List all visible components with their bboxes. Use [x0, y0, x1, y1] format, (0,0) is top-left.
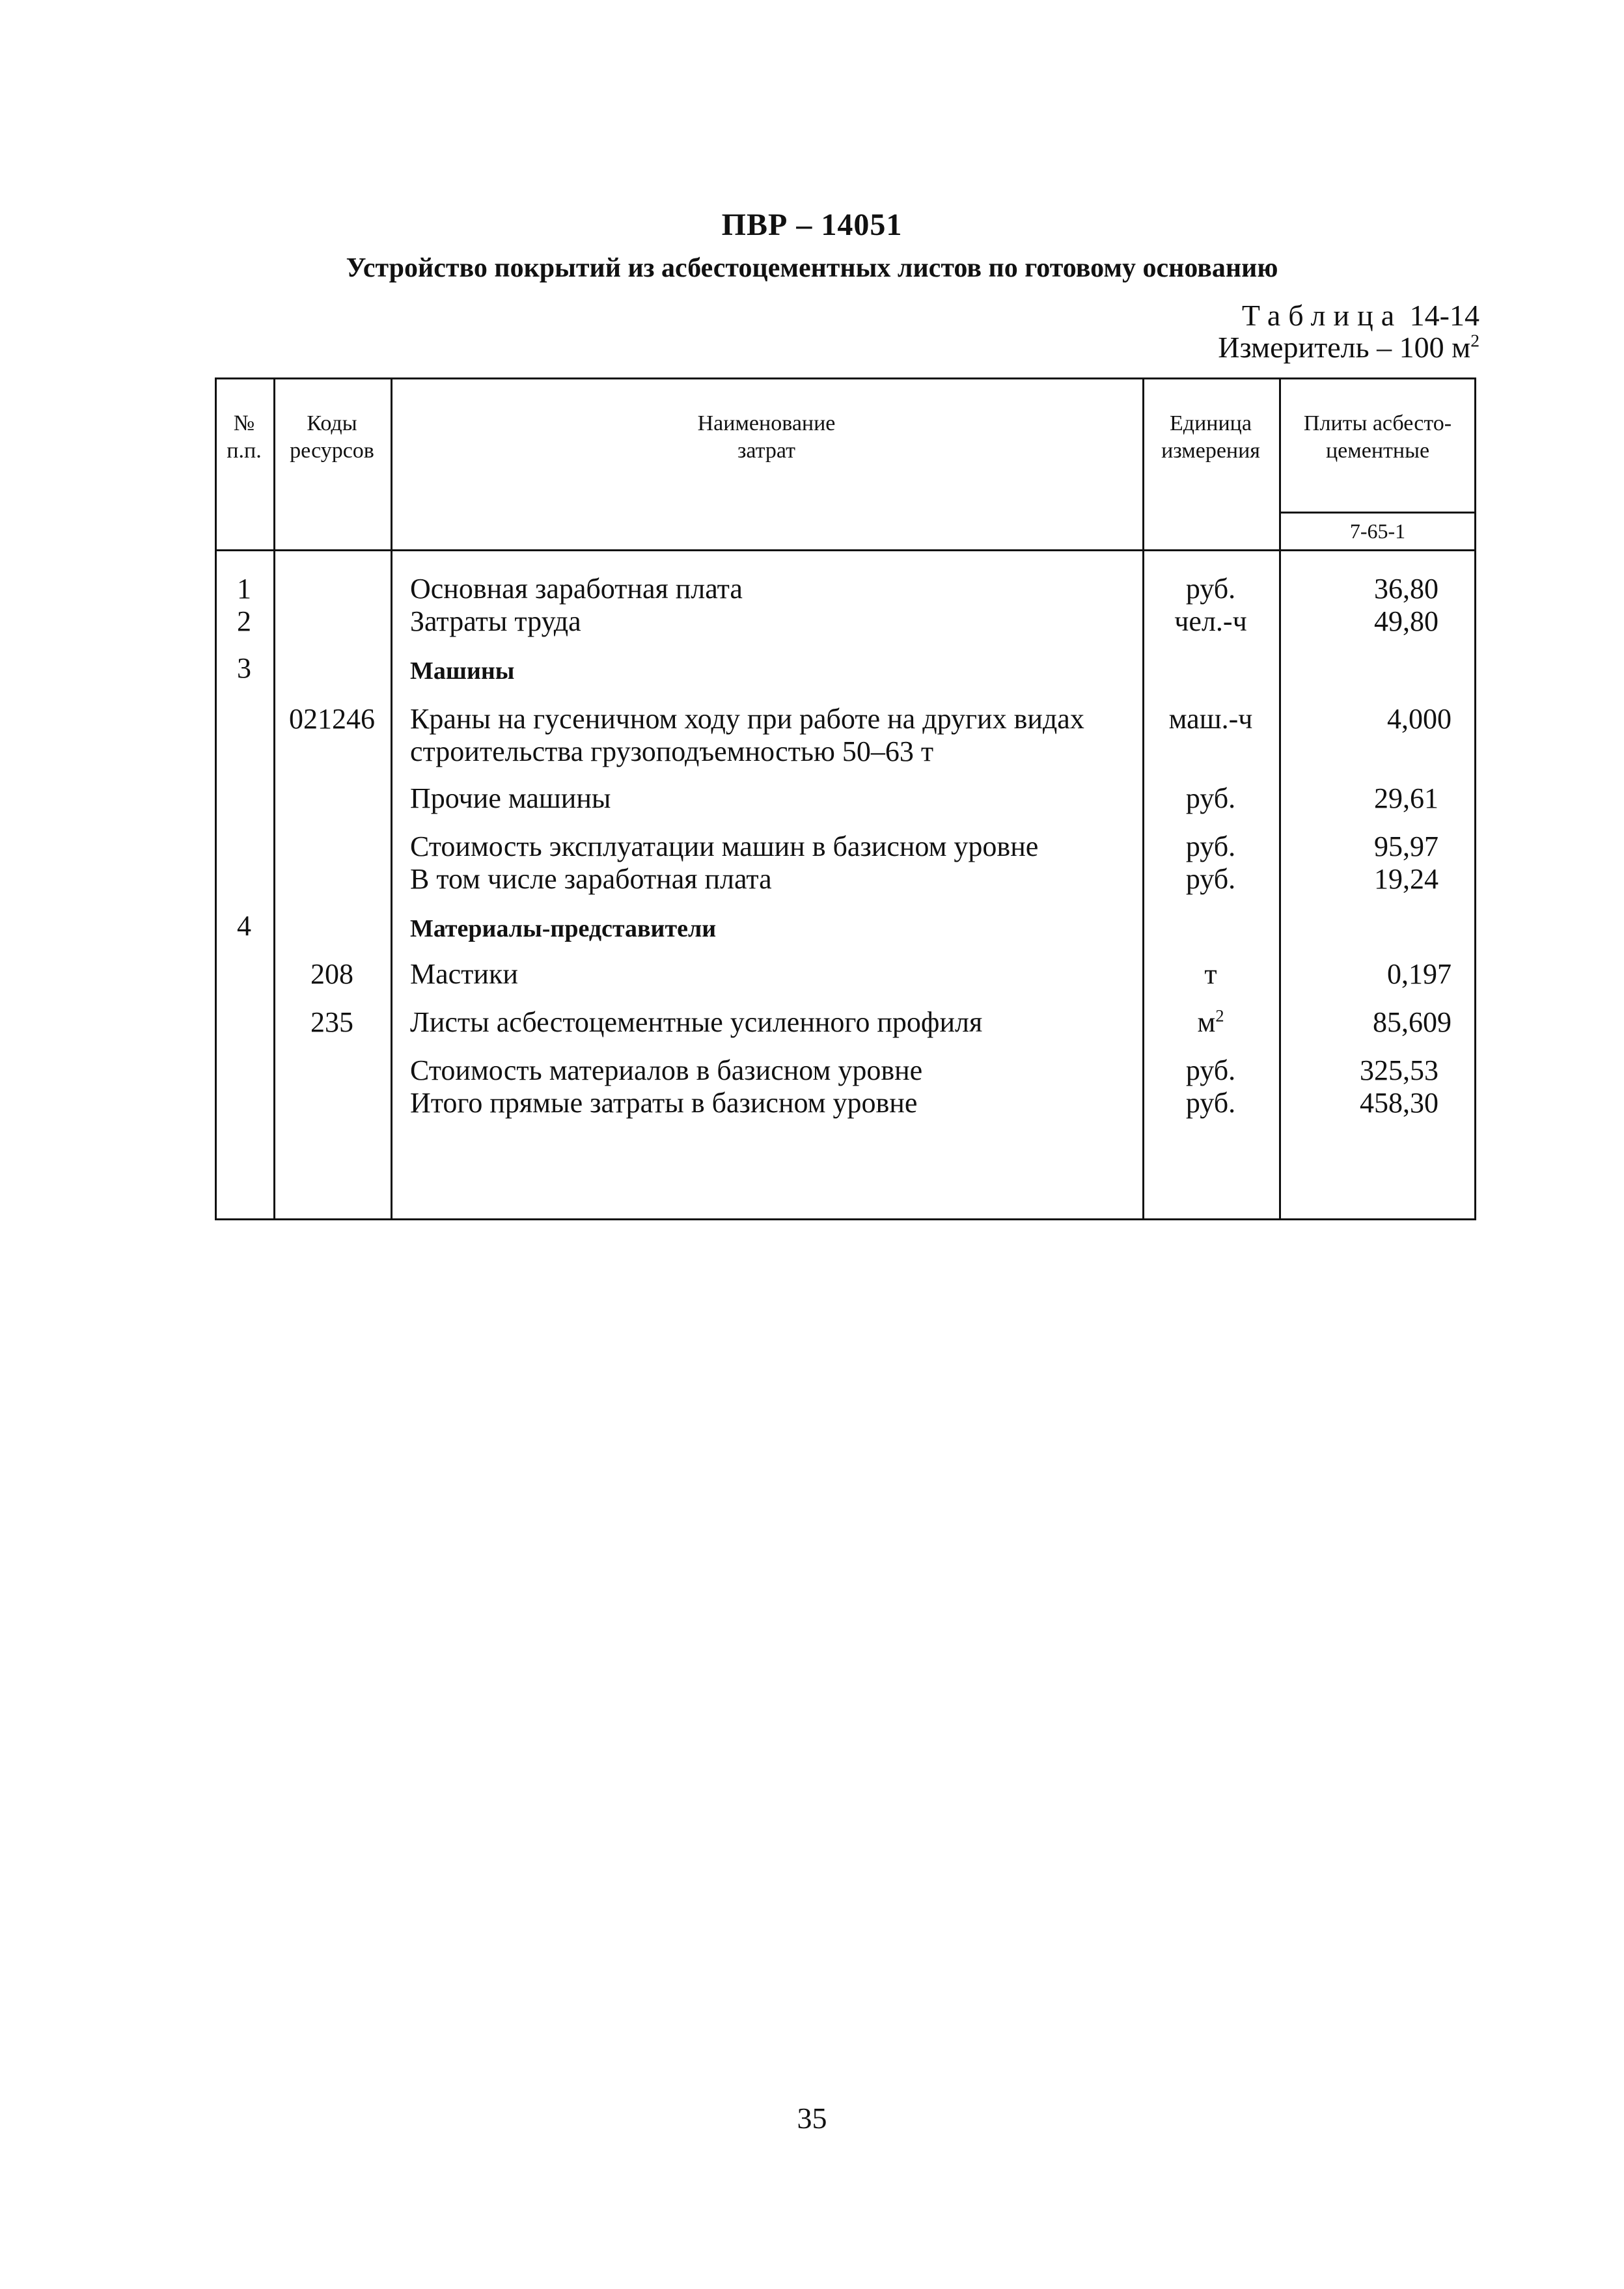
row-sheets-value: 85,609	[1373, 1006, 1452, 1038]
section-materials-title: Материалы-представители	[410, 915, 717, 942]
header-codes-line2: ресурсов	[290, 439, 374, 463]
header-unit	[1142, 410, 1279, 465]
header-name-line2: затрат	[737, 439, 795, 463]
row-2-value: 49,80	[1374, 605, 1438, 637]
row-1-name: Основная заработная плата	[410, 573, 743, 605]
row-total-value: 458,30	[1360, 1087, 1438, 1119]
row-materials-cost-name: Стоимость материалов в базисном уровне	[410, 1054, 923, 1086]
value-code-divider	[1279, 512, 1476, 514]
row-sheets-unit	[1142, 1006, 1279, 1039]
row-1-value: 36,80	[1374, 573, 1438, 605]
row-machine-salary-unit: руб.	[1185, 863, 1236, 895]
row-sheets-name: Листы асбестоцементные усиленного профиля	[410, 1006, 983, 1038]
header-name-line1: Наименование	[697, 411, 836, 435]
row-sheets-code: 235	[310, 1006, 353, 1038]
row-3-num: 3	[237, 652, 251, 684]
row-mastics-value: 0,197	[1387, 958, 1452, 990]
header-value-line1: Плиты асбесто-	[1303, 411, 1452, 435]
row-machine-salary-value: 19,24	[1374, 863, 1438, 895]
header-num-line1: №	[233, 411, 255, 435]
col-divider-code	[391, 377, 392, 1220]
section-machines-title: Машины	[410, 657, 515, 685]
row-machine-cost-value: 95,97	[1374, 830, 1438, 862]
header-num-line2: п.п.	[227, 439, 262, 463]
header-unit-line2: измерения	[1161, 439, 1260, 463]
row-crane-name: Краны на гусеничном ходу при работе на других видах	[410, 703, 1084, 735]
cost-table	[215, 377, 1476, 1220]
row-4-num: 4	[237, 910, 251, 942]
table-right-border	[1474, 377, 1476, 1220]
header-num	[215, 410, 273, 465]
row-1-num: 1	[237, 573, 251, 605]
measure-sup: 2	[1470, 330, 1479, 351]
col-divider-unit	[1279, 377, 1281, 1220]
table-top-border	[215, 377, 1476, 379]
row-2-num: 2	[237, 605, 251, 637]
row-2-name: Затраты труда	[410, 605, 581, 637]
row-sheets-unit-base: м	[1197, 1006, 1216, 1038]
row-materials-cost-unit: руб.	[1185, 1054, 1236, 1086]
row-other-machines-unit: руб.	[1185, 782, 1236, 814]
row-crane-name-cont: строительства грузоподъемностью 50–63 т	[410, 735, 934, 767]
row-crane-code: 021246	[289, 703, 375, 735]
document-subtitle: Устройство покрытий из асбестоцементных листов по готовому основанию	[346, 253, 1278, 283]
document-title: ПВР – 14051	[721, 208, 903, 242]
row-1-unit: руб.	[1185, 573, 1236, 605]
row-total-name: Итого прямые затраты в базисном уровне	[410, 1087, 918, 1119]
table-bottom-border	[215, 1218, 1476, 1220]
row-2-unit: чел.-ч	[1174, 605, 1247, 637]
row-other-machines-name: Прочие машины	[410, 782, 611, 814]
header-value-line2: цементные	[1325, 439, 1430, 463]
table-header-border	[215, 549, 1476, 551]
table-number: 14-14	[1409, 299, 1479, 332]
row-mastics-code: 208	[310, 958, 353, 990]
header-value	[1279, 410, 1476, 465]
row-materials-cost-value: 325,53	[1360, 1054, 1438, 1086]
table-caption	[1242, 298, 1479, 333]
row-other-machines-value: 29,61	[1374, 782, 1438, 814]
header-codes-line1: Коды	[307, 411, 357, 435]
row-total-unit: руб.	[1185, 1087, 1236, 1119]
header-name	[391, 410, 1142, 465]
row-machine-salary-name: В том числе заработная плата	[410, 863, 772, 895]
row-mastics-unit: т	[1204, 958, 1217, 990]
row-crane-unit: маш.-ч	[1168, 703, 1253, 735]
measure-label: Измеритель – 100 м	[1218, 331, 1471, 364]
row-mastics-name: Мастики	[410, 958, 518, 990]
table-label: Таблица	[1241, 299, 1403, 332]
row-machine-cost-unit: руб.	[1185, 830, 1236, 862]
header-value-code: 7-65-1	[1349, 519, 1406, 543]
row-crane-value: 4,000	[1387, 703, 1452, 735]
header-codes	[273, 410, 391, 465]
header-unit-line1: Единица	[1170, 411, 1252, 435]
col-divider-num	[273, 377, 275, 1220]
row-sheets-unit-sup: 2	[1215, 1006, 1224, 1026]
table-left-border	[215, 377, 217, 1220]
measure-caption	[1218, 330, 1479, 364]
row-machine-cost-name: Стоимость эксплуатации машин в базисном уровне	[410, 830, 1039, 862]
page-number: 35	[797, 2102, 827, 2135]
